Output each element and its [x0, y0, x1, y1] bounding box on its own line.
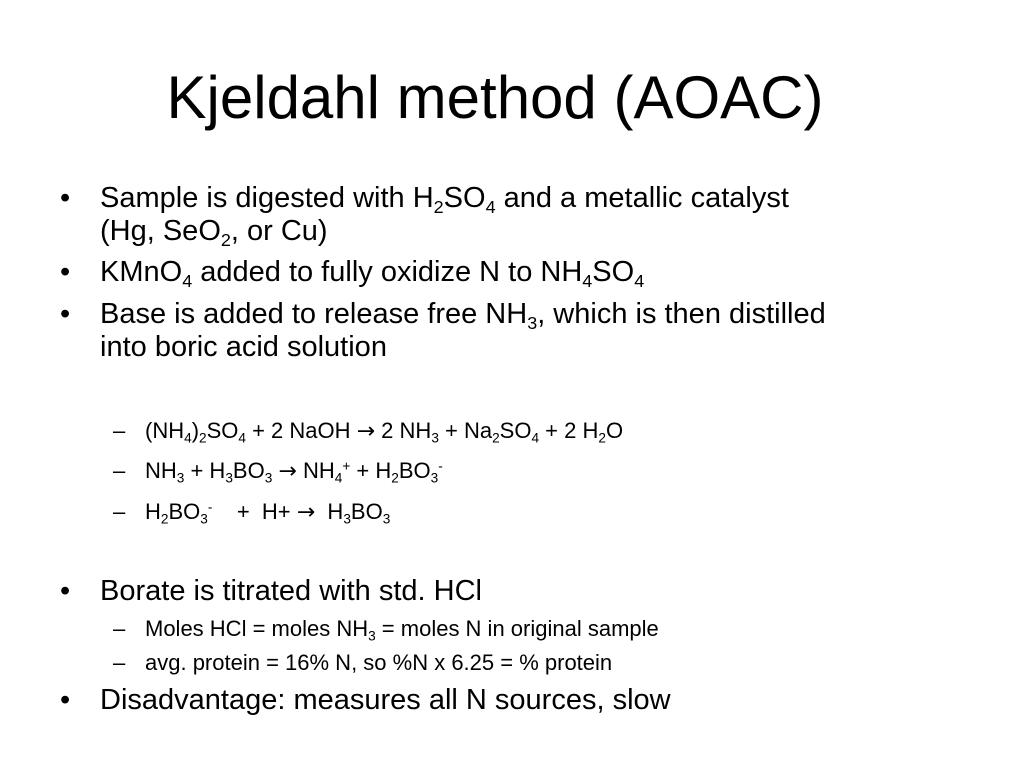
dash-marker: – [113, 650, 126, 675]
bullet-marker: • [60, 256, 71, 288]
bullet-base-text: Base is added to release free $NH_3$, which is then distilled into boric acid solution [100, 298, 826, 363]
bullet-marker: • [60, 298, 71, 330]
detail-protein-text: avg. protein = 16% N, so %N x 6.25 = % protein [145, 650, 613, 675]
dash-marker: – [113, 616, 126, 641]
bullet-disadvantage-text: Disadvantage: measures all N sources, slow [100, 684, 671, 716]
bullet-digestion-text: Sample is digested with $H_2SO_4$ and a metallic catalyst (Hg, SeO$_2$, or Cu) [100, 182, 789, 250]
dash-marker: – [113, 418, 126, 443]
slide-title: Kjeldahl method (AOAC) [166, 64, 824, 131]
equation-2-text: $NH_3 + H_3BO_3 \to NH_4^+ + H_2BO_3^-$ [145, 458, 443, 486]
equation-3-text: $H_2BO_3^-$ + $H+ \to H_3BO_3$ [145, 499, 391, 527]
bullet-marker: • [60, 684, 71, 716]
arrow-icon: → [356, 419, 376, 444]
bullet-borate-text: Borate is titrated with std. HCl [100, 575, 482, 607]
bullet-marker: • [60, 182, 71, 214]
bullet-marker: • [60, 575, 71, 607]
dash-marker: – [113, 458, 126, 483]
bullet-kmno4-text: KMnO$_4$ added to fully oxidize N to $NH_4SO_4$ [100, 256, 645, 291]
dash-marker: – [113, 499, 126, 524]
arrow-icon: → [296, 500, 316, 525]
equation-1-text: $(NH_4)_2SO_4 + 2$ NaOH → 2 $NH_3 + Na_2SO_4 + 2$ $H_2O$ [145, 418, 624, 446]
detail-moles-text: Moles HCl = moles $NH_3$ = moles N in original sample [145, 616, 659, 644]
arrow-icon: → [278, 459, 297, 484]
